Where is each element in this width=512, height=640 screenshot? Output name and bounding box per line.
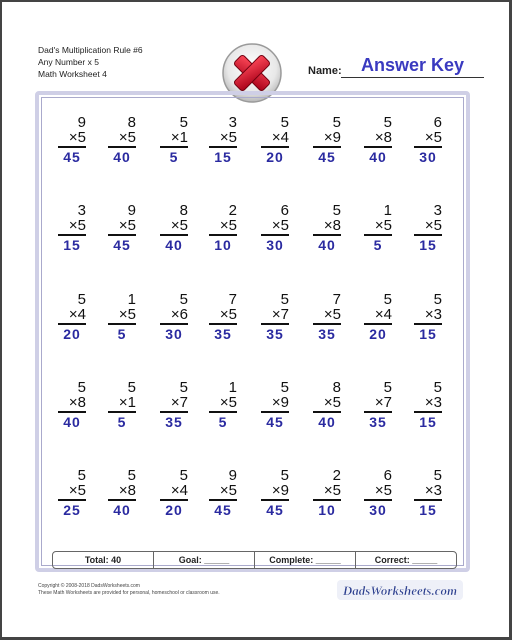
multiplier: ×5 — [58, 483, 86, 501]
multiplier: ×9 — [261, 483, 289, 501]
multiplicand: 5 — [332, 114, 341, 131]
multiplier: ×5 — [108, 130, 136, 148]
multiplicand: 9 — [127, 202, 136, 219]
answer: 5 — [117, 414, 127, 430]
multiplier: ×5 — [364, 218, 392, 236]
answer: 40 — [113, 502, 131, 518]
answer: 45 — [266, 414, 284, 430]
answer: 40 — [318, 414, 336, 430]
multiplier: ×5 — [160, 218, 188, 236]
answer: 10 — [318, 502, 336, 518]
multiplier: ×5 — [209, 218, 237, 236]
answer: 40 — [113, 149, 131, 165]
problem — [261, 203, 289, 253]
multiplicand: 2 — [228, 202, 237, 219]
multiplier: ×5 — [58, 218, 86, 236]
multiplicand: 5 — [77, 467, 86, 484]
multiplier: ×9 — [261, 395, 289, 413]
multiplicand: 5 — [383, 379, 392, 396]
answer: 20 — [369, 326, 387, 342]
multiplier: ×7 — [364, 395, 392, 413]
multiplicand: 9 — [228, 467, 237, 484]
answer: 5 — [117, 326, 127, 342]
problem — [160, 468, 188, 518]
multiplicand: 6 — [433, 114, 442, 131]
problem — [108, 380, 136, 430]
answer: 45 — [266, 502, 284, 518]
multiplicand: 1 — [383, 202, 392, 219]
problem — [209, 203, 237, 253]
answer: 45 — [318, 149, 336, 165]
answer: 35 — [266, 326, 284, 342]
multiplicand: 5 — [433, 379, 442, 396]
problem — [160, 380, 188, 430]
multiplicand: 5 — [280, 291, 289, 308]
answer: 40 — [318, 237, 336, 253]
multiplier: ×5 — [209, 395, 237, 413]
problem — [364, 203, 392, 253]
multiplicand: 7 — [332, 291, 341, 308]
multiplier: ×5 — [108, 218, 136, 236]
problem — [414, 203, 442, 253]
multiplicand: 8 — [127, 114, 136, 131]
complete-field: Complete: _____ — [254, 552, 355, 568]
multiplicand: 7 — [228, 291, 237, 308]
worksheet-number: Math Worksheet 4 — [38, 69, 107, 79]
multiplier: ×3 — [414, 483, 442, 501]
multiplier: ×5 — [313, 483, 341, 501]
multiplier: ×5 — [108, 307, 136, 325]
multiplier: ×4 — [364, 307, 392, 325]
multiplier: ×5 — [209, 483, 237, 501]
multiplicand: 5 — [433, 291, 442, 308]
problem — [58, 468, 86, 518]
answer: 15 — [63, 237, 81, 253]
multiplicand: 6 — [280, 202, 289, 219]
multiplicand: 1 — [127, 291, 136, 308]
problem — [313, 203, 341, 253]
problem — [261, 115, 289, 165]
problem — [58, 203, 86, 253]
multiplier: ×8 — [313, 218, 341, 236]
multiplicand: 5 — [280, 379, 289, 396]
multiplicand: 5 — [77, 291, 86, 308]
name-label: Name: — [308, 65, 342, 77]
dadsworksheets-logo — [337, 578, 463, 602]
answer: 35 — [369, 414, 387, 430]
problem — [261, 468, 289, 518]
multiplicand: 5 — [280, 467, 289, 484]
answer: 35 — [318, 326, 336, 342]
worksheet-subtitle: Any Number x 5 — [38, 57, 99, 67]
problem — [58, 292, 86, 342]
answer: 5 — [169, 149, 179, 165]
answer: 40 — [165, 237, 183, 253]
answer: 30 — [369, 502, 387, 518]
answer: 45 — [214, 502, 232, 518]
answer: 20 — [63, 326, 81, 342]
problem — [313, 292, 341, 342]
multiplicand: 5 — [179, 291, 188, 308]
multiplicand: 5 — [280, 114, 289, 131]
multiplier: ×4 — [160, 483, 188, 501]
answer: 20 — [165, 502, 183, 518]
multiplier: ×3 — [414, 395, 442, 413]
answer: 15 — [419, 414, 437, 430]
problem — [209, 115, 237, 165]
answer: 30 — [165, 326, 183, 342]
multiplier: ×3 — [414, 307, 442, 325]
multiplicand: 6 — [383, 467, 392, 484]
answer: 40 — [63, 414, 81, 430]
multiplicand: 3 — [77, 202, 86, 219]
problem — [364, 468, 392, 518]
answer-key-title: Answer Key — [341, 54, 484, 78]
multiplicand: 5 — [77, 379, 86, 396]
multiplicand: 2 — [332, 467, 341, 484]
score-bar — [52, 551, 457, 569]
problem — [209, 380, 237, 430]
multiplicand: 3 — [433, 202, 442, 219]
problem — [414, 292, 442, 342]
multiplier: ×5 — [209, 130, 237, 148]
logo-text: DadsWorksheets.com — [342, 583, 458, 598]
problem — [313, 380, 341, 430]
multiplier: ×1 — [160, 130, 188, 148]
multiplier: ×5 — [209, 307, 237, 325]
multiplicand: 3 — [228, 114, 237, 131]
answer: 35 — [214, 326, 232, 342]
worksheet-title: Dad's Multiplication Rule #6 — [38, 45, 143, 55]
answer: 40 — [369, 149, 387, 165]
problem — [364, 380, 392, 430]
multiplier: ×5 — [364, 483, 392, 501]
usage-line: These Math Worksheets are provided for personal, homeschool or classroom use. — [38, 590, 220, 596]
multiplier: ×5 — [313, 395, 341, 413]
problem — [209, 468, 237, 518]
multiplicand: 5 — [383, 114, 392, 131]
multiplicand: 9 — [77, 114, 86, 131]
multiplier: ×4 — [58, 307, 86, 325]
multiplicand: 8 — [332, 379, 341, 396]
copyright-notice — [38, 583, 220, 597]
problem — [364, 292, 392, 342]
problem — [313, 468, 341, 518]
goal-field: Goal: _____ — [153, 552, 254, 568]
answer: 15 — [214, 149, 232, 165]
multiplicand: 5 — [179, 379, 188, 396]
answer: 5 — [218, 414, 228, 430]
multiplicand: 5 — [332, 202, 341, 219]
problem — [414, 468, 442, 518]
problem — [261, 380, 289, 430]
multiplicand: 8 — [179, 202, 188, 219]
multiplicand: 5 — [127, 467, 136, 484]
multiplier: ×8 — [108, 483, 136, 501]
answer: 45 — [113, 237, 131, 253]
multiplier: ×8 — [364, 130, 392, 148]
copyright-line: Copyright © 2008-2018 DadsWorksheets.com — [38, 583, 140, 589]
problem — [209, 292, 237, 342]
multiplicand: 5 — [433, 467, 442, 484]
multiplier: ×5 — [261, 218, 289, 236]
multiplicand: 5 — [127, 379, 136, 396]
answer: 15 — [419, 237, 437, 253]
problem — [108, 115, 136, 165]
problem — [160, 115, 188, 165]
answer: 35 — [165, 414, 183, 430]
multiplicand: 5 — [179, 467, 188, 484]
answer: 30 — [266, 237, 284, 253]
multiplier: ×7 — [160, 395, 188, 413]
multiplier: ×8 — [58, 395, 86, 413]
multiplier: ×5 — [313, 307, 341, 325]
answer: 30 — [419, 149, 437, 165]
problem — [160, 292, 188, 342]
problem — [414, 115, 442, 165]
answer: 25 — [63, 502, 81, 518]
total-count: Total: 40 — [84, 555, 122, 565]
multiplier: ×6 — [160, 307, 188, 325]
correct-field: Correct: _____ — [355, 552, 456, 568]
problem — [58, 115, 86, 165]
problem — [108, 292, 136, 342]
problem — [58, 380, 86, 430]
problem — [364, 115, 392, 165]
problem — [261, 292, 289, 342]
multiplicand: 5 — [179, 114, 188, 131]
multiplier: ×9 — [313, 130, 341, 148]
answer: 15 — [419, 326, 437, 342]
answer: 20 — [266, 149, 284, 165]
problem — [160, 203, 188, 253]
problem — [313, 115, 341, 165]
multiplicand: 5 — [383, 291, 392, 308]
multiplier: ×5 — [58, 130, 86, 148]
problem — [108, 203, 136, 253]
multiplier: ×1 — [108, 395, 136, 413]
problem — [108, 468, 136, 518]
answer: 15 — [419, 502, 437, 518]
problem — [414, 380, 442, 430]
multiplier: ×5 — [414, 130, 442, 148]
answer: 5 — [373, 237, 383, 253]
multiplier: ×4 — [261, 130, 289, 148]
multiplier: ×7 — [261, 307, 289, 325]
answer: 45 — [63, 149, 81, 165]
multiplicand: 1 — [228, 379, 237, 396]
answer: 10 — [214, 237, 232, 253]
multiplier: ×5 — [414, 218, 442, 236]
